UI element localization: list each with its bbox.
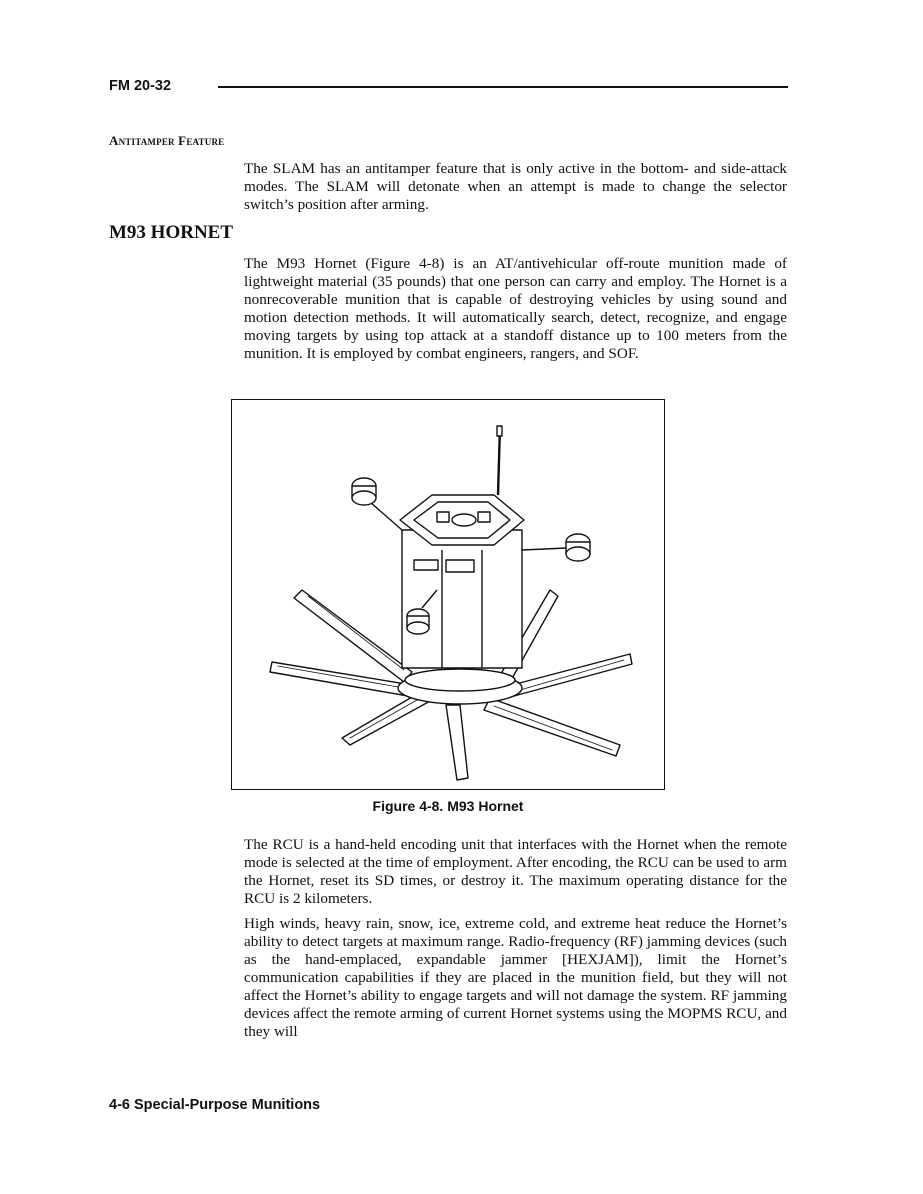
antitamper-paragraph: The SLAM has an antitamper feature that is only active in the bottom- and side-attack modes. The SLAM will detonate when an attempt is made to change the selector switch’s position after arming. (244, 160, 787, 213)
figure-caption: Figure 4-8. M93 Hornet (372, 798, 524, 814)
figure-frame (231, 399, 665, 790)
weather-paragraph: High winds, heavy rain, snow, ice, extreme cold, and extreme heat reduce the Hornet’s ability to detect targets at maximum range. Radio-frequency (RF) jamming devices (such as the hand-emplaced, expandable jammer [HEXJAM]), limit the Hornet’s communication capabilities if they are placed in the munition field, but they will not affect the Hornet’s ability to engage targets and will not damage the system. RF jamming devices affect the remote arming of current Hornet systems using the MOPMS RCU, and they will (244, 915, 787, 1040)
page-footer: 4-6 Special-Purpose Munitions (109, 1097, 321, 1113)
header-rule (218, 86, 788, 88)
m93-hornet-illustration (232, 400, 663, 788)
antitamper-heading: Antitamper Feature (109, 133, 225, 148)
m93-hornet-heading: M93 HORNET (109, 222, 234, 243)
running-header: FM 20-32 (109, 78, 172, 94)
rcu-paragraph: The RCU is a hand-held encoding unit that interfaces with the Hornet when the remote mode is selected at the time of employment. After encoding, the RCU can be used to arm the Hornet, reset its SD times, or destroy it. The maximum operating distance for the RCU is 2 kilometers. (244, 836, 787, 907)
hornet-intro-paragraph: The M93 Hornet (Figure 4-8) is an AT/antivehicular off-route munition made of lightweight material (35 pounds) that one person can carry and employ. The Hornet is a nonrecoverable munition that is capable of destroying vehicles by using sound and motion detection methods. It will automatically search, detect, recognize, and engage moving targets by using top attack at a standoff distance up to 100 meters from the munition. It is employed by combat engineers, rangers, and SOF. (244, 255, 787, 362)
